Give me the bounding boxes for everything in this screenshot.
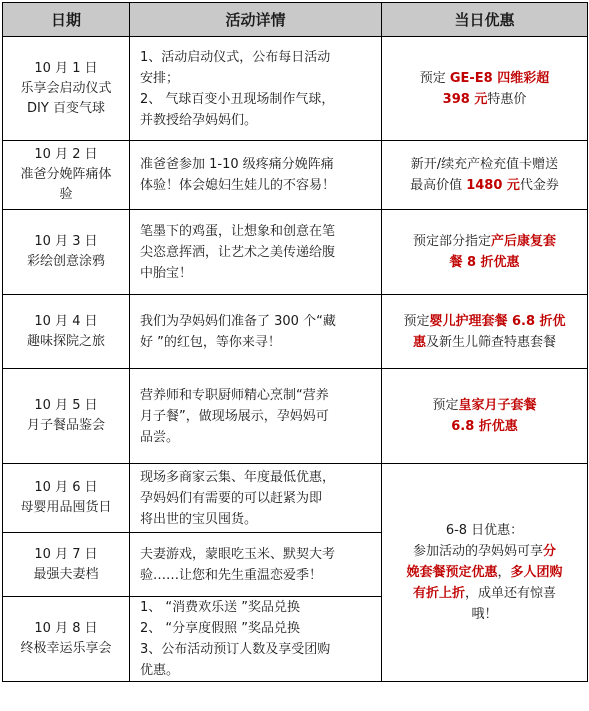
date-cell [3,210,130,295]
header-offer: 当日优惠 [382,3,588,37]
event-title: 母婴用品囤货日 [20,500,112,515]
detail-line: 孕妈妈们有需要的可以赶紧为即 [140,490,323,506]
offer-cell [382,37,588,141]
detail-line: 中胎宝！ [140,265,193,281]
date-cell [3,597,130,682]
offer-text: 参加活动的孕妈妈可享 [412,544,543,559]
offer-text: 特惠价 [487,91,527,107]
event-title: DIY 百变气球 [27,100,105,116]
detail-cell [130,464,382,533]
offer-highlight: 皇家月子套餐 [458,398,537,413]
offer-line [394,252,575,273]
offer-highlight: 婴儿护理套餐 6.8 折优 [429,313,566,329]
offer-highlight: 398 元 [442,91,488,107]
offer-text: 6-8 日优惠： [445,523,524,538]
detail-line: 现场多商家云集、年度最低优惠， [140,469,336,485]
detail-cell [130,597,382,682]
offer-text: 预定 [403,313,430,329]
event-title: 趣味探院之旅 [26,333,105,349]
event-date: 10 月 4 日 [34,313,98,329]
event-title: 最强夫妻档 [33,566,99,582]
offer-text: ，成单还有惊喜 [465,586,557,601]
offer-highlight: 餐 8 折优惠 [449,255,520,270]
detail-line: 尖恣意挥洒，让艺术之美传递给腹 [140,244,336,260]
detail-line: 并教授给孕妈妈们。 [140,112,258,128]
event-date: 10 月 5 日 [34,398,98,413]
event-title: 彩绘创意涂鸦 [26,254,105,269]
offer-cell [382,210,588,295]
event-date: 10 月 7 日 [34,546,98,562]
merged-offer-cell [382,464,588,682]
event-title: 准爸分娩阵痛体 [20,167,112,182]
offer-text: 预定部分指定 [412,234,491,249]
event-date: 10 月 6 日 [34,480,98,495]
detail-cell [130,210,382,295]
event-title: 乐享会启动仪式 [20,80,112,96]
offer-cell [382,369,588,464]
detail-line: 优惠。 [140,663,180,678]
offer-line [394,604,575,625]
table-row [3,369,588,464]
detail-line: 夫妻游戏，蒙眼吃玉米、默契大考 [140,546,336,562]
offer-cell [382,141,588,210]
detail-line: 月子餐”，做现场展示，孕妈妈可 [140,408,329,424]
offer-highlight: 1480 元 [466,178,520,193]
date-cell [3,37,130,141]
detail-cell [130,533,382,597]
date-cell [3,141,130,210]
offer-line [394,416,575,437]
detail-line: 好 ”的红包，等你来寻！ [140,334,281,350]
offer-line [394,231,575,252]
offer-text: 预定 [432,398,459,413]
detail-line: 品尝。 [140,429,180,445]
offer-line [394,520,575,541]
detail-cell [130,295,382,369]
table-row [3,295,588,369]
detail-line: 3、公布活动预订人数及享受团购 [140,642,331,657]
offer-highlight: 惠 [412,334,426,350]
table-row [3,464,588,533]
offer-text: 新开/续充产检充值卡赠送 [410,157,559,172]
event-date: 10 月 3 日 [34,234,98,249]
detail-cell [130,141,382,210]
event-title: 终极幸运乐享会 [20,641,112,656]
offer-line [394,583,575,604]
offer-text: 哦！ [471,607,498,622]
event-title: 验 [59,187,73,202]
offer-line [394,311,575,332]
date-cell [3,533,130,597]
offer-text: ， [497,565,511,580]
event-date: 10 月 1 日 [34,60,98,76]
event-date: 10 月 2 日 [34,147,98,162]
detail-line: 营养师和专职厨师精心烹制“营养 [140,387,329,403]
activity-schedule-table [2,2,588,682]
table-header-row [3,3,588,37]
table-row [3,141,588,210]
offer-line [394,562,575,583]
detail-line: 验……让您和先生重温恋爱季！ [140,567,323,583]
detail-line: 将出世的宝贝囤货。 [140,511,258,527]
offer-line [394,541,575,562]
offer-text: 最高价值 [410,178,467,193]
offer-highlight: GE-E8 四维彩超 [449,70,550,86]
detail-cell [130,37,382,141]
offer-highlight: 有折上折 [412,586,465,601]
date-cell [3,295,130,369]
detail-line: 2、 气球百变小丑现场制作气球， [140,91,335,107]
offer-text: 及新生儿筛查特惠套餐 [426,334,557,350]
detail-line: 1、 “消费欢乐送 ”奖品兑换 [140,600,301,615]
detail-cell [130,369,382,464]
header-date: 日期 [3,3,130,37]
table-row [3,37,588,141]
date-cell [3,369,130,464]
offer-line [394,332,575,353]
table-row [3,210,588,295]
date-cell [3,464,130,533]
detail-line: 笔墨下的鸡蛋，让想象和创意在笔 [140,223,336,239]
detail-line: 2、 “分享度假照 ”奖品兑换 [140,621,301,636]
detail-line: 体验！体会媳妇生娃儿的不容易！ [140,178,336,193]
detail-line: 1、活动启动仪式，公布每日活动 [140,49,331,65]
offer-text: 预定 [419,70,450,86]
offer-line [394,154,575,175]
offer-highlight: 6.8 折优惠 [451,419,518,434]
offer-highlight: 娩套餐预定优惠 [406,565,498,580]
offer-text: 代金券 [519,178,559,193]
offer-line [394,89,575,110]
offer-line [394,68,575,89]
detail-line: 安排； [140,70,180,86]
offer-line [394,175,575,196]
header-detail: 活动详情 [130,3,382,37]
offer-highlight: 分 [543,544,557,559]
offer-highlight: 产后康复套 [491,234,557,249]
detail-line: 我们为孕妈妈们准备了 300 个“藏 [140,313,336,329]
event-title: 月子餐品鉴会 [26,418,105,433]
offer-cell [382,295,588,369]
offer-line [394,395,575,416]
event-date: 10 月 8 日 [34,621,98,636]
offer-highlight: 多人团购 [510,565,563,580]
detail-line: 准爸爸参加 1-10 级疼痛分娩阵痛 [140,157,334,172]
